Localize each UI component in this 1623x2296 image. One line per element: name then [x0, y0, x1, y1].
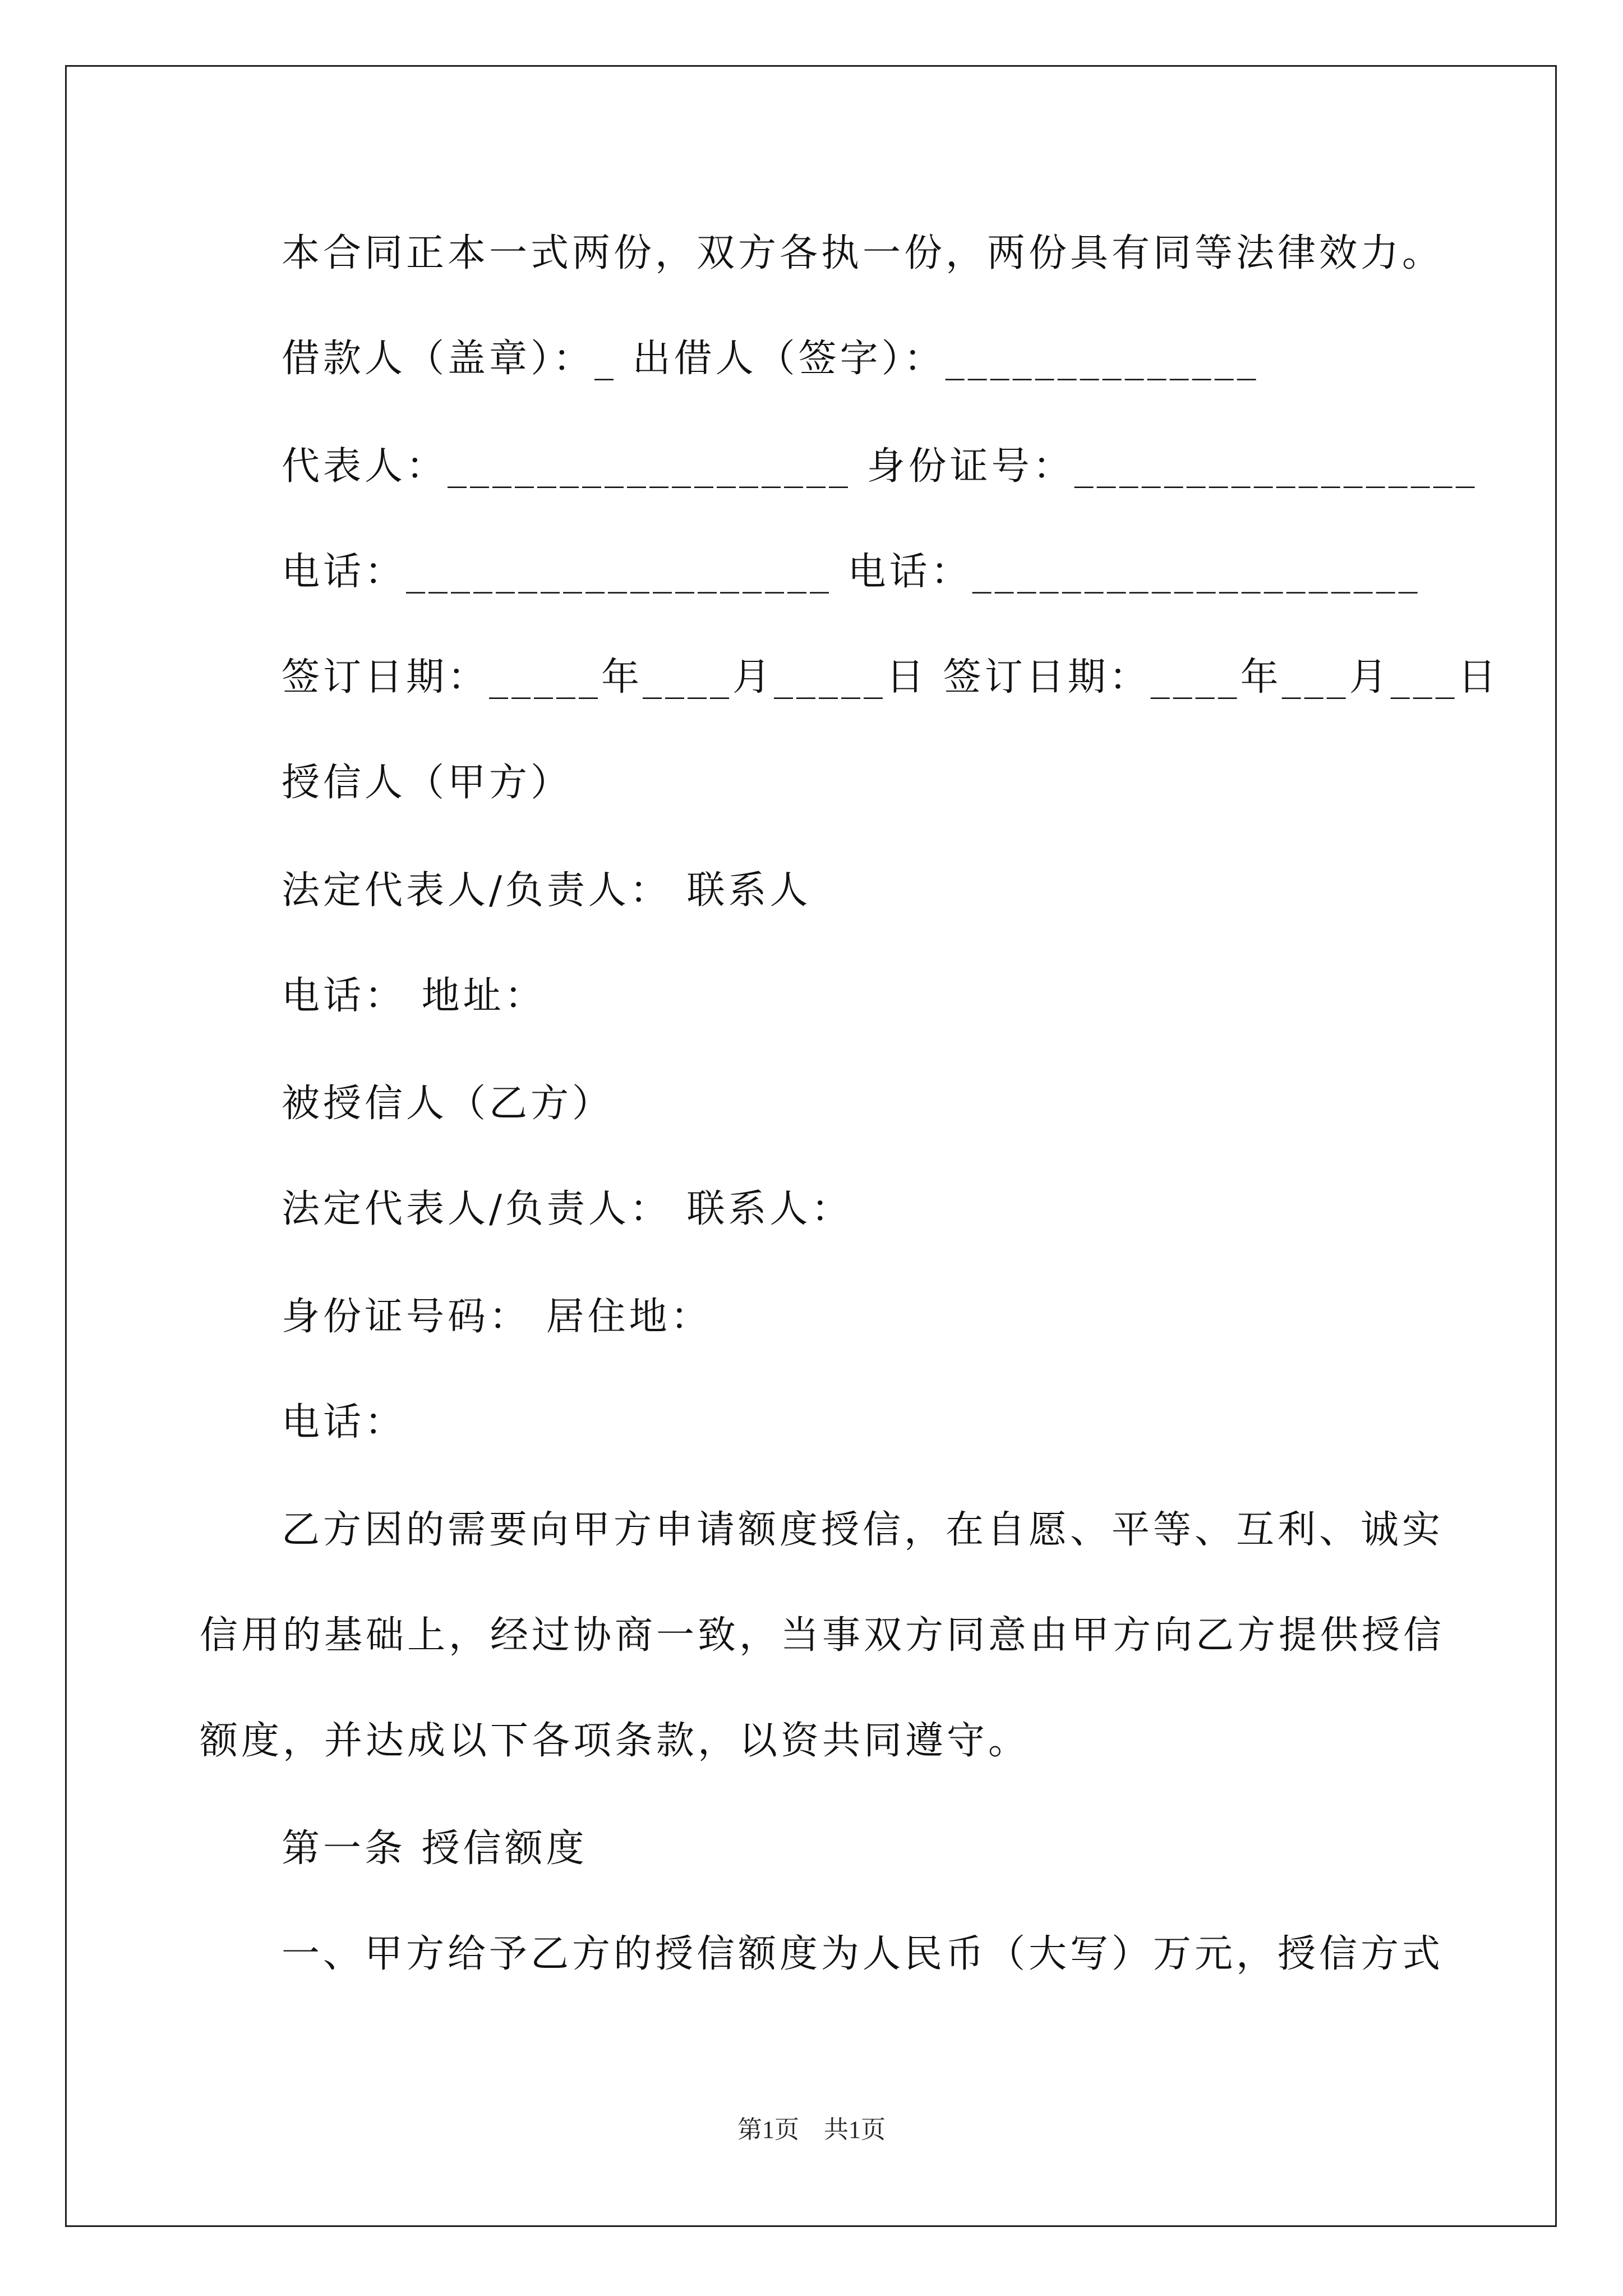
- preamble-paragraph-line-1: 乙方因的需要向甲方申请额度授信，在自愿、平等、互利、诚实: [282, 1508, 1444, 1552]
- preamble-paragraph-line-3: 额度，并达成以下各项条款，以资共同遵守。: [200, 1719, 1030, 1763]
- preamble-paragraph-line-2: 信用的基础上，经过协商一致，当事双方同意由甲方向乙方提供授信: [200, 1613, 1445, 1658]
- article-one-heading: 第一条 授信额度: [282, 1826, 588, 1871]
- signing-date-line: 签订日期：_____年____月_____日 签订日期：____年___月___日: [282, 655, 1500, 700]
- page-footer: 第1页 共1页: [737, 2116, 886, 2143]
- party-b-legal-rep-line: 法定代表人/负责人： 联系人：: [282, 1187, 853, 1231]
- page-border: [65, 65, 1557, 2227]
- article-one-clause-1: 一、甲方给予乙方的授信额度为人民币（大写）万元，授信方式: [282, 1932, 1444, 1976]
- party-a-heading: 授信人（甲方）: [282, 761, 573, 805]
- borrower-lender-signature-line: 借款人（盖章）：_ 出借人（签字）：______________: [282, 337, 1260, 381]
- party-a-phone-address-line: 电话： 地址：: [282, 974, 546, 1018]
- paragraph-copies: 本合同正本一式两份，双方各执一份，两份具有同等法律效力。: [282, 231, 1444, 275]
- party-b-heading: 被授信人（乙方）: [282, 1082, 614, 1126]
- phone-line: 电话：___________________ 电话：____________________: [282, 550, 1421, 594]
- party-b-id-residence-line: 身份证号码： 居住地：: [282, 1295, 712, 1339]
- party-b-phone-line: 电话：: [282, 1400, 407, 1444]
- party-a-legal-rep-line: 法定代表人/负责人： 联系人: [282, 868, 811, 913]
- representative-id-line: 代表人：__________________ 身份证号：__________________: [282, 444, 1478, 489]
